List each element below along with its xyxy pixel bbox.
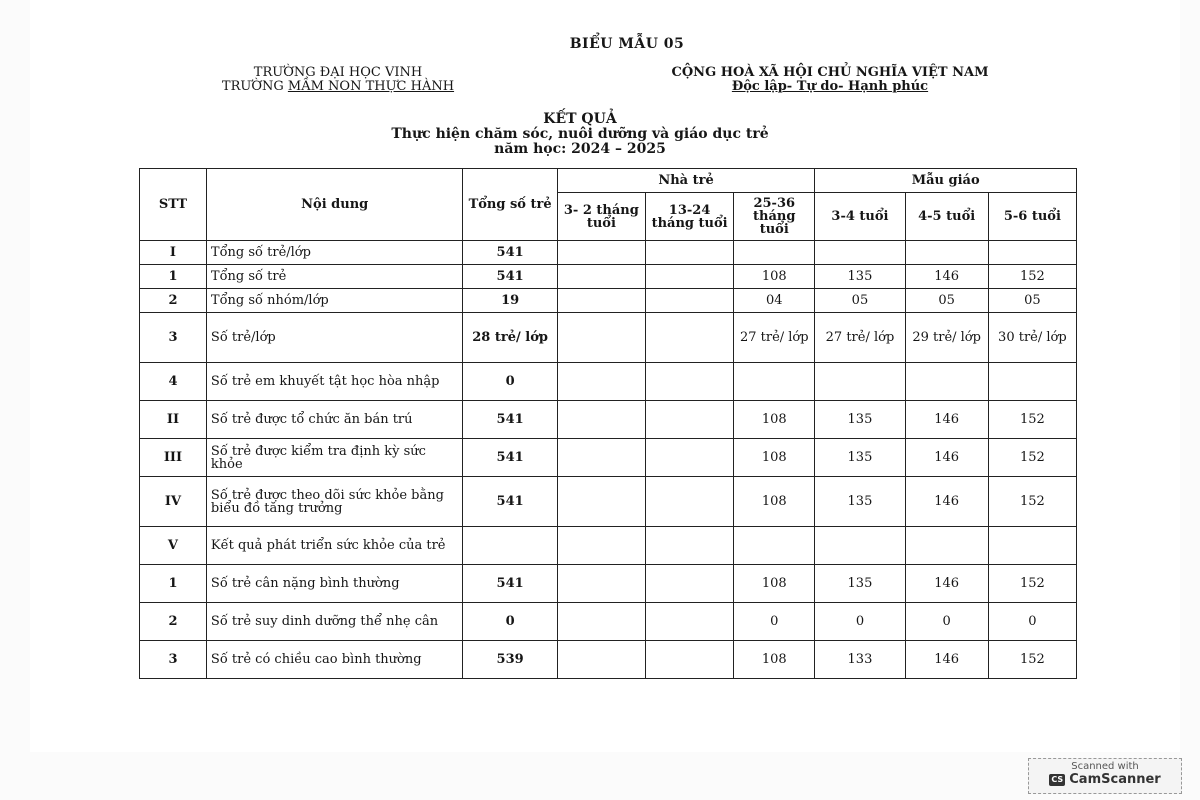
row-value	[557, 641, 645, 679]
row-value	[557, 527, 645, 565]
row-value: 108	[734, 439, 815, 477]
row-stt: 4	[140, 363, 207, 401]
row-value: 152	[988, 641, 1076, 679]
row-total: 541	[463, 477, 557, 527]
national-header	[570, 66, 1090, 94]
row-content: Số trẻ em khuyết tật học hòa nhập	[206, 363, 463, 401]
table-row	[140, 641, 1077, 679]
school-header	[148, 66, 528, 94]
row-value	[645, 641, 733, 679]
header-content: Nội dung	[206, 169, 463, 241]
row-total	[463, 527, 557, 565]
row-content: Số trẻ được kiểm tra định kỳ sức khỏe	[206, 439, 463, 477]
row-total: 541	[463, 439, 557, 477]
table-row	[140, 313, 1077, 363]
row-value: 05	[815, 289, 905, 313]
report-subtitle: Thực hiện chăm sóc, nuôi dưỡng và giáo dục trẻ	[391, 126, 769, 142]
row-value: 30 trẻ/ lớp	[988, 313, 1076, 363]
row-content: Số trẻ suy dinh dưỡng thể nhẹ cân	[206, 603, 463, 641]
form-title: BIỂU MẪU 05	[569, 36, 685, 52]
row-value: 135	[815, 439, 905, 477]
row-value: 108	[734, 401, 815, 439]
row-value: 29 trẻ/ lớp	[905, 313, 988, 363]
table-row	[140, 401, 1077, 439]
table-row	[140, 265, 1077, 289]
row-stt: 3	[140, 641, 207, 679]
row-value	[557, 313, 645, 363]
row-value: 108	[734, 477, 815, 527]
row-value	[645, 363, 733, 401]
row-value	[988, 527, 1076, 565]
row-value	[645, 265, 733, 289]
row-content: Kết quả phát triển sức khỏe của trẻ	[206, 527, 463, 565]
row-value	[988, 241, 1076, 265]
university-name: TRƯỜNG ĐẠI HỌC VINH	[253, 65, 423, 80]
row-value: 108	[734, 565, 815, 603]
row-value	[645, 527, 733, 565]
row-value: 152	[988, 477, 1076, 527]
row-value	[815, 363, 905, 401]
row-value	[645, 241, 733, 265]
row-value: 0	[905, 603, 988, 641]
row-value	[815, 527, 905, 565]
row-stt: 2	[140, 603, 207, 641]
scanned-with-text: Scanned with	[1071, 761, 1139, 772]
row-value: 152	[988, 439, 1076, 477]
header-age-group: 4-5 tuổi	[905, 193, 988, 241]
row-total: 19	[463, 289, 557, 313]
row-value: 135	[815, 565, 905, 603]
row-value	[557, 241, 645, 265]
row-value: 0	[988, 603, 1076, 641]
report-heading	[360, 112, 800, 157]
row-stt: 1	[140, 265, 207, 289]
row-content: Số trẻ cân nặng bình thường	[206, 565, 463, 603]
row-content: Số trẻ/lớp	[206, 313, 463, 363]
row-total: 28 trẻ/ lớp	[463, 313, 557, 363]
row-value	[905, 363, 988, 401]
camscanner-watermark	[1028, 758, 1182, 794]
row-value: 146	[905, 439, 988, 477]
row-value: 133	[815, 641, 905, 679]
row-total: 0	[463, 363, 557, 401]
row-value	[557, 565, 645, 603]
table-row	[140, 527, 1077, 565]
row-value: 152	[988, 401, 1076, 439]
row-value: 146	[905, 265, 988, 289]
row-value: 27 trẻ/ lớp	[815, 313, 905, 363]
row-content: Số trẻ có chiều cao bình thường	[206, 641, 463, 679]
row-value: 05	[905, 289, 988, 313]
row-stt: 2	[140, 289, 207, 313]
table-body	[140, 241, 1077, 679]
header-stt: STT	[140, 169, 207, 241]
row-value: 152	[988, 565, 1076, 603]
row-stt: IV	[140, 477, 207, 527]
table-row	[140, 363, 1077, 401]
report-title: KẾT QUẢ	[543, 111, 617, 127]
row-stt: 3	[140, 313, 207, 363]
header-age-group: 3- 2 tháng tuổi	[557, 193, 645, 241]
results-table	[139, 168, 1077, 679]
row-value: 04	[734, 289, 815, 313]
row-content: Tổng số trẻ	[206, 265, 463, 289]
row-value: 108	[734, 265, 815, 289]
row-value	[645, 313, 733, 363]
row-value	[557, 401, 645, 439]
header-age-group: 25-36 tháng tuổi	[734, 193, 815, 241]
row-content: Số trẻ được theo dõi sức khỏe bằng biểu đồ tăng trưởng	[206, 477, 463, 527]
table-row	[140, 603, 1077, 641]
school-name-underlined: MẦM NON THỰC HÀNH	[287, 79, 455, 94]
row-value	[557, 265, 645, 289]
row-total: 539	[463, 641, 557, 679]
row-value	[645, 439, 733, 477]
camscanner-logo-icon: CS	[1049, 774, 1065, 786]
header-age-group: 3-4 tuổi	[815, 193, 905, 241]
row-value: 27 trẻ/ lớp	[734, 313, 815, 363]
table-row	[140, 565, 1077, 603]
row-value: 146	[905, 477, 988, 527]
national-motto: Độc lập- Tự do- Hạnh phúc	[731, 79, 929, 94]
row-value	[734, 527, 815, 565]
report-year: năm học: 2024 – 2025	[494, 141, 666, 157]
header-nha-tre: Nhà trẻ	[557, 169, 815, 193]
row-value	[645, 289, 733, 313]
row-value	[734, 241, 815, 265]
row-value	[645, 565, 733, 603]
row-stt: V	[140, 527, 207, 565]
row-stt: III	[140, 439, 207, 477]
row-value: 146	[905, 641, 988, 679]
row-value	[645, 477, 733, 527]
row-value: 135	[815, 477, 905, 527]
row-value: 0	[815, 603, 905, 641]
row-total: 541	[463, 401, 557, 439]
header-age-group: 13-24 tháng tuổi	[645, 193, 733, 241]
row-value: 108	[734, 641, 815, 679]
table-row	[140, 289, 1077, 313]
row-value: 05	[988, 289, 1076, 313]
row-value	[557, 289, 645, 313]
row-value: 152	[988, 265, 1076, 289]
table-row	[140, 439, 1077, 477]
table-row	[140, 241, 1077, 265]
row-value: 146	[905, 565, 988, 603]
school-name: TRƯỜNG MẦM NON THỰC HÀNH	[221, 79, 455, 94]
row-total: 0	[463, 603, 557, 641]
header-total: Tổng số trẻ	[463, 169, 557, 241]
row-value	[557, 439, 645, 477]
header-age-group: 5-6 tuổi	[988, 193, 1076, 241]
row-value	[645, 603, 733, 641]
row-value	[557, 603, 645, 641]
camscanner-brand	[1029, 772, 1181, 787]
row-stt: 1	[140, 565, 207, 603]
camscanner-brand-name: CamScanner	[1069, 772, 1161, 787]
row-stt: II	[140, 401, 207, 439]
row-value	[815, 241, 905, 265]
row-content: Số trẻ được tổ chức ăn bán trú	[206, 401, 463, 439]
row-value	[645, 401, 733, 439]
national-title: CỘNG HOÀ XÃ HỘI CHỦ NGHĨA VIỆT NAM	[671, 65, 989, 80]
row-content: Tổng số nhóm/lớp	[206, 289, 463, 313]
row-value: 146	[905, 401, 988, 439]
row-value: 0	[734, 603, 815, 641]
row-total: 541	[463, 241, 557, 265]
header-mau-giao: Mẫu giáo	[815, 169, 1077, 193]
row-value	[988, 363, 1076, 401]
row-value	[905, 527, 988, 565]
row-value	[557, 363, 645, 401]
row-total: 541	[463, 565, 557, 603]
row-content: Tổng số trẻ/lớp	[206, 241, 463, 265]
row-stt: I	[140, 241, 207, 265]
table-row	[140, 477, 1077, 527]
row-value	[734, 363, 815, 401]
row-value: 135	[815, 265, 905, 289]
row-value: 135	[815, 401, 905, 439]
row-value	[557, 477, 645, 527]
row-total: 541	[463, 265, 557, 289]
row-value	[905, 241, 988, 265]
